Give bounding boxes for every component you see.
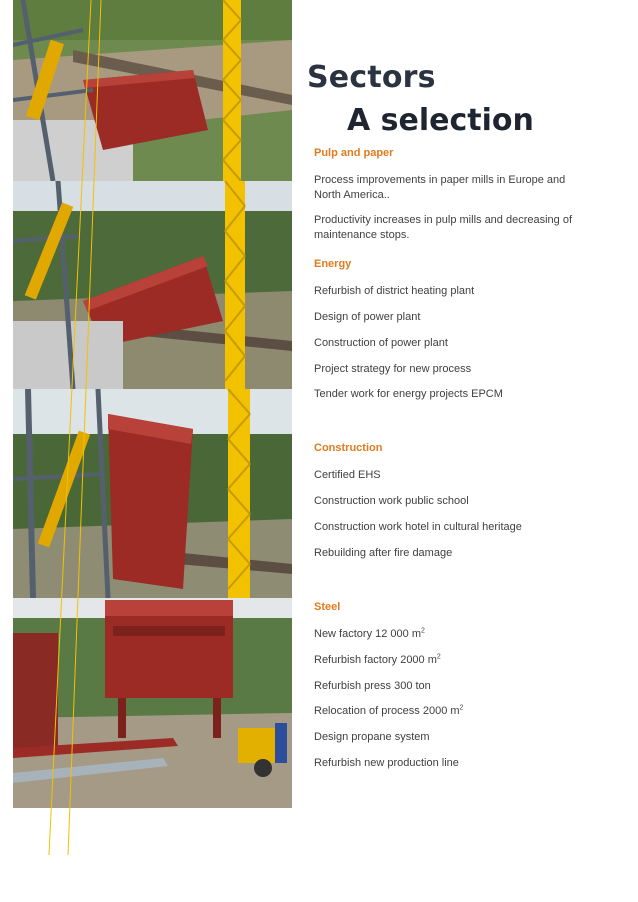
list-item: Refurbish of district heating plant: [314, 285, 475, 297]
page-title: Sectors: [307, 60, 436, 95]
list-item: Design of power plant: [314, 311, 421, 323]
decorative-lines: [13, 0, 292, 860]
page-subtitle: A selection: [347, 103, 534, 138]
section-heading-pulp: Pulp and paper: [314, 147, 394, 159]
section-heading-construction: Construction: [314, 442, 383, 454]
list-item: Design propane system: [314, 731, 430, 743]
list-item: Construction work hotel in cultural heritage: [314, 521, 522, 533]
list-item: Relocation of process 2000 $m^2$: [314, 704, 464, 717]
section-heading-energy: Energy: [314, 258, 352, 270]
list-item: Construction work public school: [314, 495, 469, 507]
list-item: Process improvements in paper mills in Europe and North America..: [314, 174, 566, 201]
list-item: Productivity increases in pulp mills and decreasing of maintenance stops.: [314, 214, 573, 241]
list-item: Construction of power plant: [314, 337, 448, 349]
list-item: Certified EHS: [314, 469, 381, 481]
list-item: Refurbish new production line: [314, 757, 459, 769]
list-item: Refurbish press 300 ton: [314, 680, 431, 692]
list-item: Rebuilding after fire damage: [314, 547, 453, 559]
list-item: Tender work for energy projects EPCM: [314, 388, 503, 400]
list-item: Project strategy for new process: [314, 363, 472, 375]
list-item: Refurbish factory 2000 $m^2$: [314, 653, 441, 666]
section-heading-steel: Steel: [314, 601, 341, 613]
list-item: New factory 12 000 $m^2$: [314, 627, 425, 640]
